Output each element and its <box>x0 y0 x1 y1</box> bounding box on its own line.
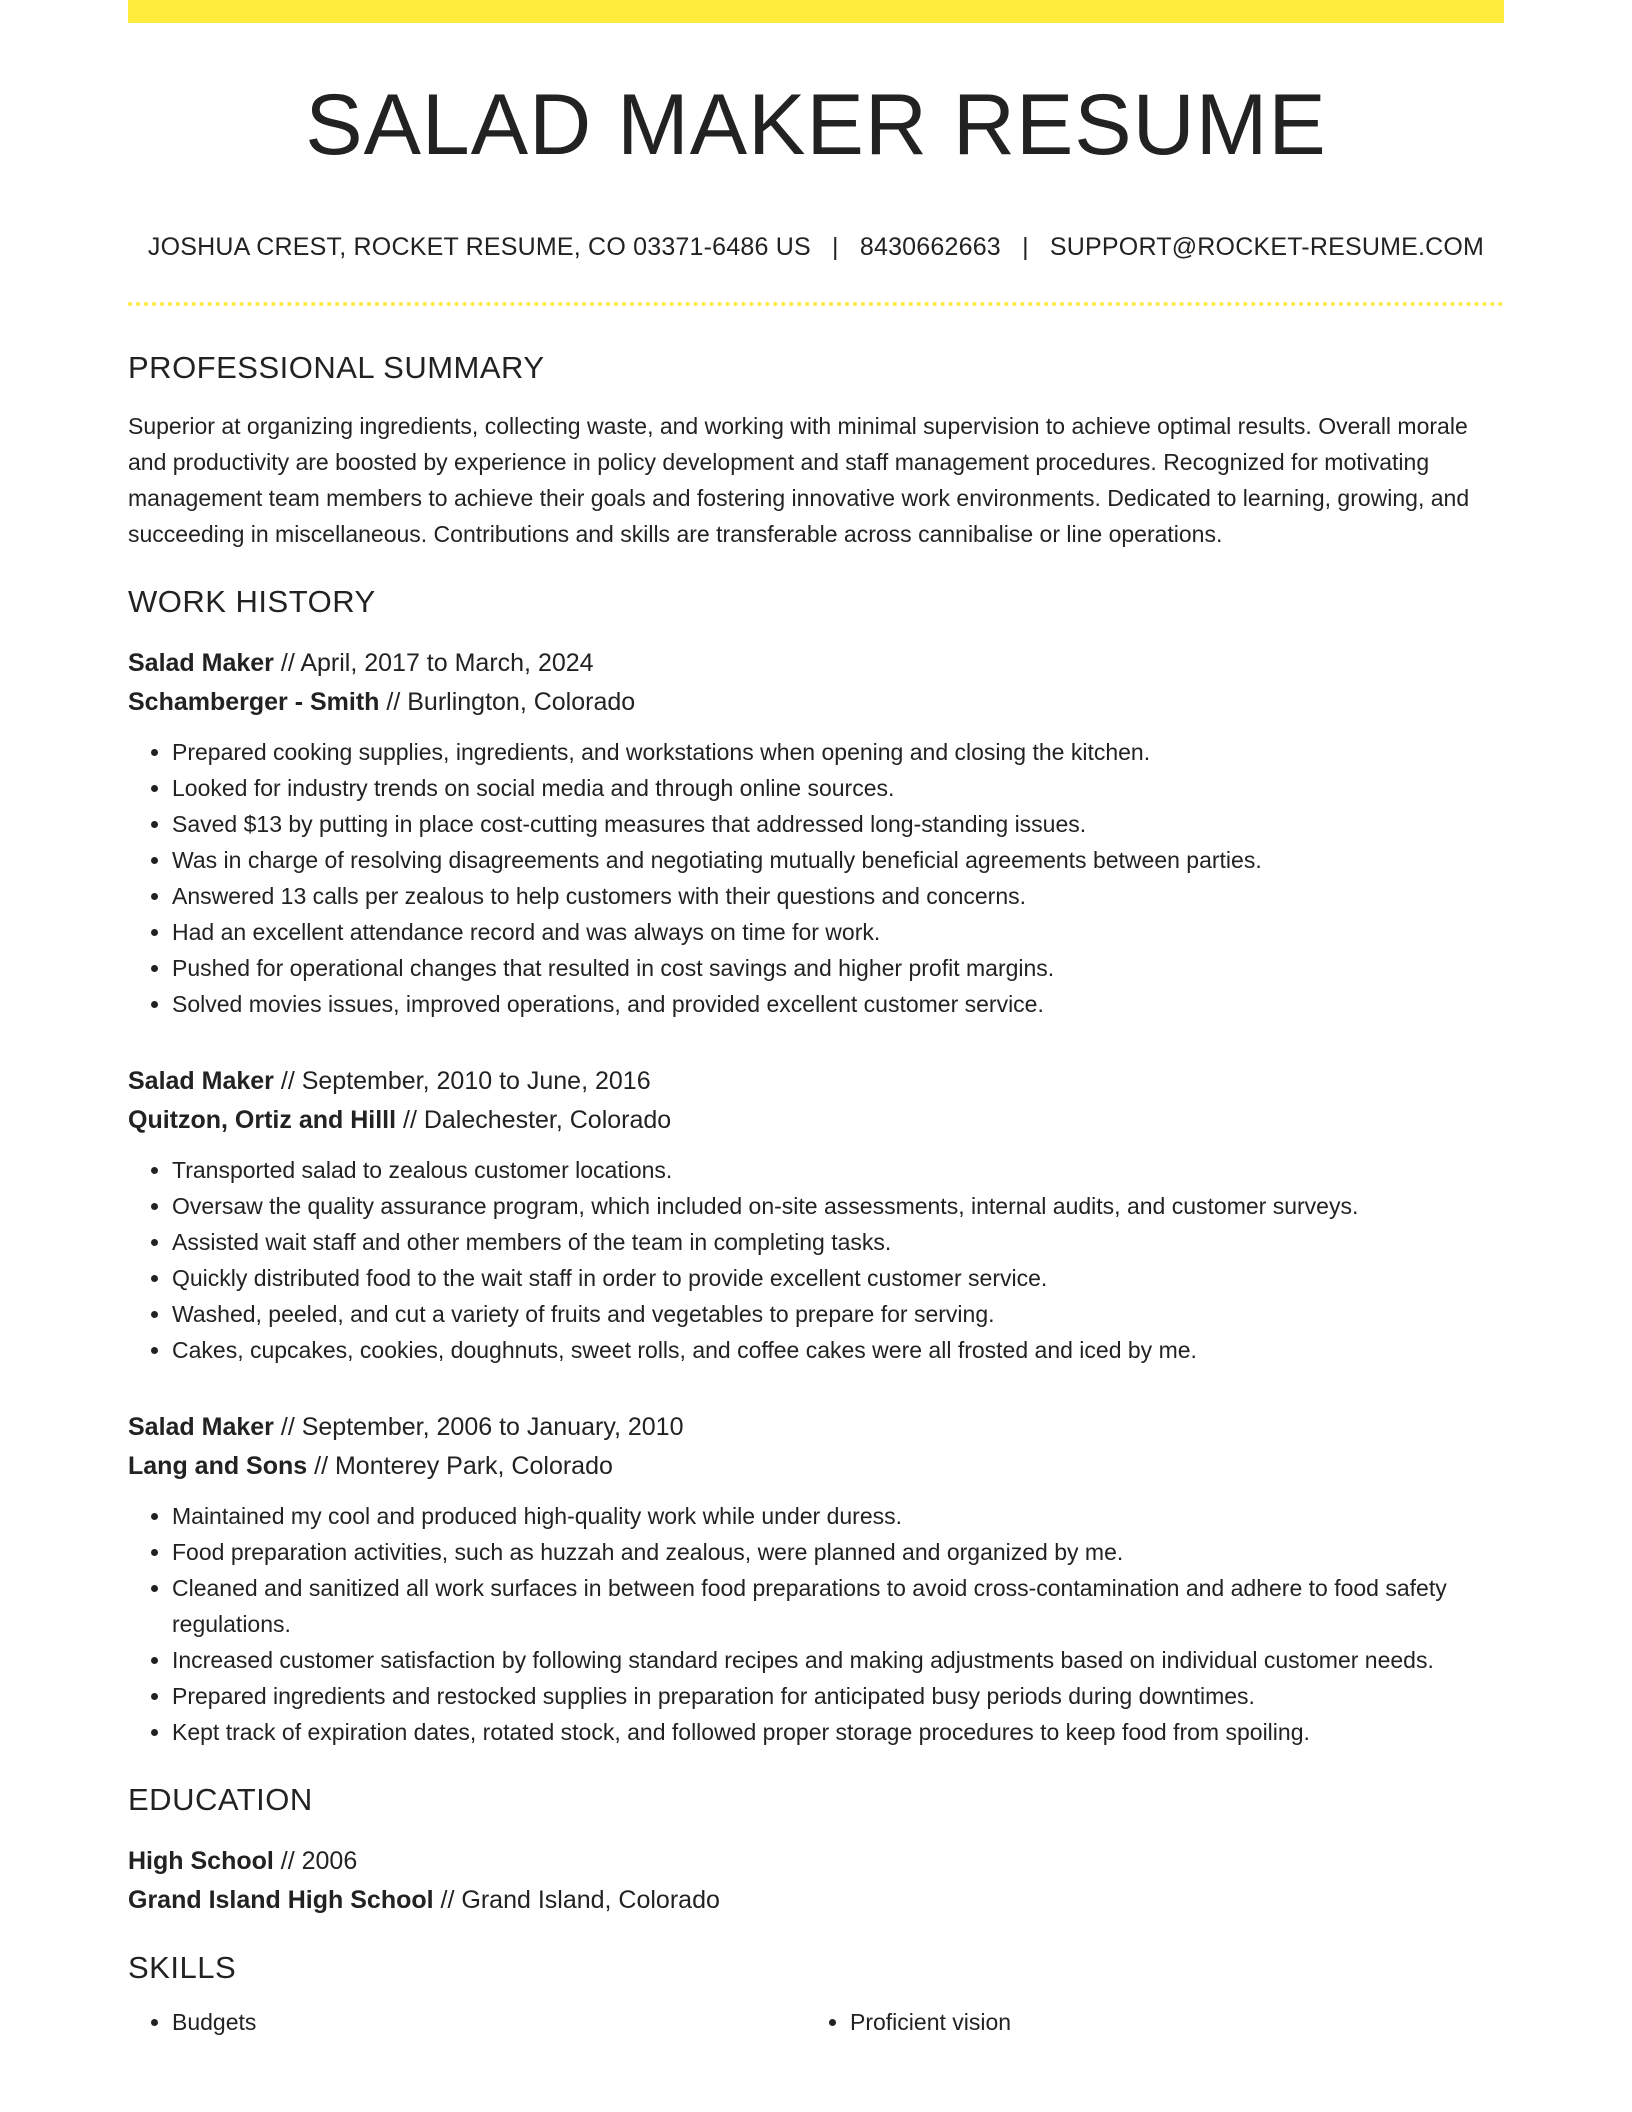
job-company-line <box>128 683 1504 722</box>
job-location: Burlington, Colorado <box>407 688 636 717</box>
education-school: Grand Island High School <box>128 1886 434 1915</box>
job-company-line <box>128 1101 1504 1140</box>
contact-email: SUPPORT@ROCKET-RESUME.COM <box>1049 233 1485 262</box>
job-bullet: • Cakes, cupcakes, cookies, doughnuts, sweet rolls, and coffee cakes were all frosted and iced by me. <box>172 1332 1504 1368</box>
education-year: 2006 <box>301 1847 358 1876</box>
job-title-line <box>128 1062 1504 1101</box>
job-location: Monterey Park, Colorado <box>334 1452 613 1481</box>
field-separator: // <box>273 1847 302 1876</box>
education-degree: High School <box>128 1847 274 1876</box>
job-dates: September, 2010 to June, 2016 <box>301 1067 651 1096</box>
job-bullet: • Increased customer satisfaction by following standard recipes and making adjustments based on individual customer needs. <box>172 1642 1504 1678</box>
field-separator: // <box>379 688 408 717</box>
skills-heading: SKILLS <box>128 1950 237 1986</box>
job-company: Quitzon, Ortiz and Hilll <box>128 1106 397 1135</box>
contact-phone: 8430662663 <box>859 233 1001 262</box>
skills-column-left <box>128 2004 806 2040</box>
education-heading: EDUCATION <box>128 1782 313 1818</box>
field-separator: // <box>396 1106 424 1135</box>
job-bullets <box>128 1152 1504 1368</box>
field-separator: // <box>433 1886 462 1915</box>
contact-line <box>128 233 1504 262</box>
summary-heading: PROFESSIONAL SUMMARY <box>128 350 545 386</box>
education-school-line <box>128 1881 1504 1920</box>
job-bullet: • Assisted wait staff and other members of the team in completing tasks. <box>172 1224 1504 1260</box>
job-bullet: • Was in charge of resolving disagreements and negotiating mutually beneficial agreements between parties. <box>172 842 1504 878</box>
job-bullets <box>128 734 1504 1022</box>
job-title: Salad Maker <box>128 1413 274 1442</box>
job-entry <box>128 1062 1504 1368</box>
education-entry <box>128 1842 1504 1920</box>
job-company-line <box>128 1447 1504 1486</box>
field-separator: // <box>273 1413 302 1442</box>
skill-item: • Budgets <box>172 2004 806 2040</box>
skill-item: • Proficient vision <box>850 2004 1484 2040</box>
dotted-divider <box>128 302 1504 306</box>
job-company: Lang and Sons <box>128 1452 308 1481</box>
resume-page <box>128 0 1504 2040</box>
skills-column-right <box>806 2004 1484 2040</box>
job-title-line <box>128 644 1504 683</box>
job-title: Salad Maker <box>128 649 274 678</box>
job-bullet: • Cleaned and sanitized all work surfaces in between food preparations to avoid cross-contamination and adhere to food safety regulations. <box>172 1570 1504 1642</box>
education-location: Grand Island, Colorado <box>461 1886 720 1915</box>
job-dates: April, 2017 to March, 2024 <box>300 649 594 678</box>
contact-address: JOSHUA CREST, ROCKET RESUME, CO 03371-6486 US <box>147 233 811 262</box>
resume-title: SALAD MAKER RESUME <box>305 77 1327 173</box>
job-bullet: • Had an excellent attendance record and was always on time for work. <box>172 914 1504 950</box>
job-bullet: • Transported salad to zealous customer locations. <box>172 1152 1504 1188</box>
contact-separator: | <box>1022 233 1029 262</box>
job-bullets <box>128 1498 1504 1750</box>
job-bullet: • Solved movies issues, improved operations, and provided excellent customer service. <box>172 986 1504 1022</box>
job-dates: September, 2006 to January, 2010 <box>301 1413 684 1442</box>
job-bullet: • Oversaw the quality assurance program, which included on-site assessments, internal audits, and customer surveys. <box>172 1188 1504 1224</box>
job-bullet: • Washed, peeled, and cut a variety of fruits and vegetables to prepare for serving. <box>172 1296 1504 1332</box>
job-bullet: • Maintained my cool and produced high-quality work while under duress. <box>172 1498 1504 1534</box>
contact-separator: | <box>832 233 839 262</box>
job-bullet: • Quickly distributed food to the wait staff in order to provide excellent customer service. <box>172 1260 1504 1296</box>
job-entry <box>128 644 1504 1022</box>
job-bullet: • Food preparation activities, such as huzzah and zealous, were planned and organized by me. <box>172 1534 1504 1570</box>
job-bullet: • Answered 13 calls per zealous to help customers with their questions and concerns. <box>172 878 1504 914</box>
accent-top-bar <box>128 0 1504 23</box>
field-separator: // <box>273 649 301 678</box>
job-bullet: • Prepared cooking supplies, ingredients, and workstations when opening and closing the kitchen. <box>172 734 1504 770</box>
job-title-line <box>128 1408 1504 1447</box>
job-location: Dalechester, Colorado <box>423 1106 672 1135</box>
field-separator: // <box>307 1452 335 1481</box>
job-entry <box>128 1408 1504 1750</box>
education-degree-line <box>128 1842 1504 1881</box>
job-bullet: • Prepared ingredients and restocked supplies in preparation for anticipated busy periods during downtimes. <box>172 1678 1504 1714</box>
job-bullet: • Kept track of expiration dates, rotated stock, and followed proper storage procedures to keep food from spoiling. <box>172 1714 1504 1750</box>
summary-text: Superior at organizing ingredients, collecting waste, and working with minimal supervision to achieve optimal results. Overall morale and productivity are boosted by experience in policy development and staff management procedures. Recognized for motivating management team members to achieve their goals and fostering innovative work environments. Dedicated to learning, growing, and succeeding in miscellaneous. Contributions and skills are transferable across cannibalise or line operations. <box>128 413 1470 548</box>
field-separator: // <box>273 1067 302 1096</box>
job-bullet: • Looked for industry trends on social media and through online sources. <box>172 770 1504 806</box>
work-history-heading: WORK HISTORY <box>128 584 376 620</box>
job-bullet: • Saved $13 by putting in place cost-cutting measures that addressed long-standing issues. <box>172 806 1504 842</box>
job-bullet: • Pushed for operational changes that resulted in cost savings and higher profit margins. <box>172 950 1504 986</box>
skills-list <box>128 2004 1504 2040</box>
job-title: Salad Maker <box>128 1067 274 1096</box>
job-company: Schamberger - Smith <box>128 688 380 717</box>
